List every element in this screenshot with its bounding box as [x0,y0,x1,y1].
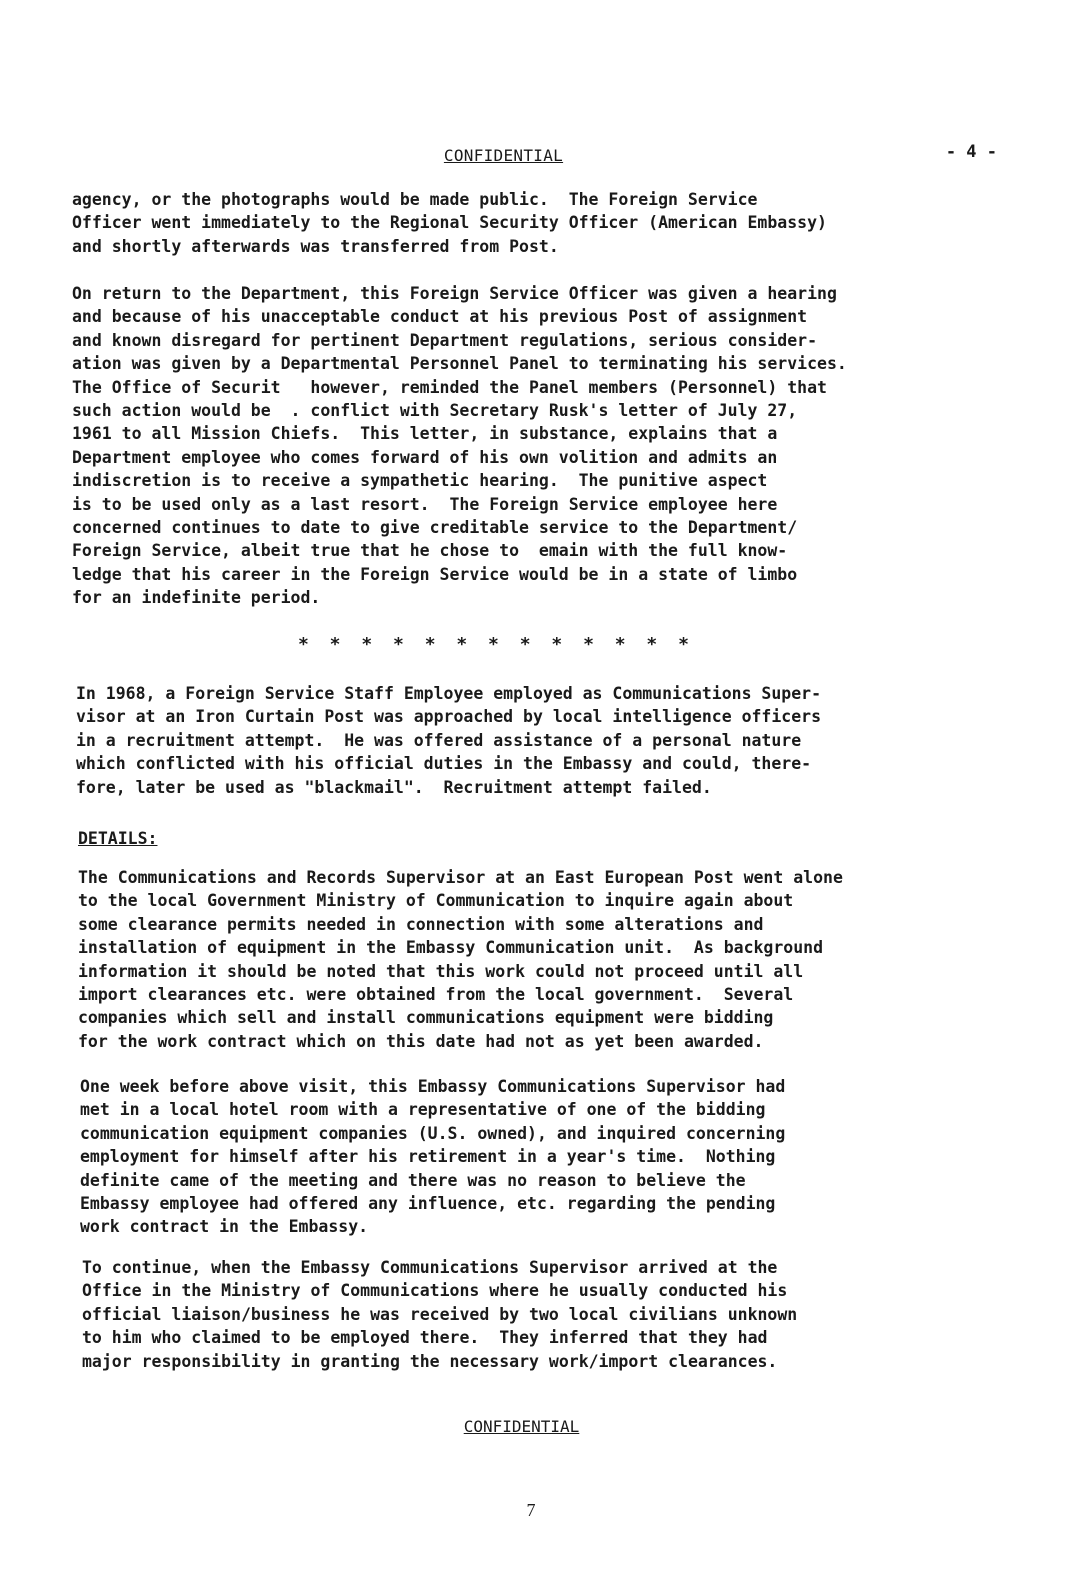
text-line: official liaison/business he was received by two local civilians unknown [82,1304,798,1324]
text-line: In 1968, a Foreign Service Staff Employee employed as Communications Super- [76,684,822,703]
text-line: ledge that his career in the Foreign Service would be in a state of limbo [72,564,798,584]
text-line: and shortly afterwards was transferred from Post. [72,236,559,256]
text-line: Foreign Service, albeit true that he chose to emain with the full know- [72,541,788,561]
text-line: agency, or the photographs would be made public. The Foreign Service [72,190,758,209]
text-line: to the local Government Ministry of Communication to inquire again about [78,891,794,911]
text-line: definite came of the meeting and there was no reason to believe the [80,1170,746,1190]
text-line: Department employee who comes forward of his own volition and admits an [72,447,778,467]
header-classification: CONFIDENTIAL [443,146,564,165]
text-line: 1961 to all Mission Chiefs. This letter, in substance, explains that a [72,424,778,444]
text-line: information it should be noted that this work could not proceed until all [78,961,804,981]
text-line: To continue, when the Embassy Communications Supervisor arrived at the [82,1258,778,1277]
footer-classification: CONFIDENTIAL [463,1417,580,1436]
text-line: employment for himself after his retirement in a year's time. Nothing [80,1147,776,1167]
text-line: some clearance permits needed in connection with some alterations and [78,914,764,934]
text-line: installation of equipment in the Embassy Communication unit. As background [78,938,824,958]
paragraph-1 [72,188,972,258]
text-line: One week before above visit, this Embassy Communications Supervisor had [80,1077,786,1096]
details-heading: DETAILS: [78,829,158,848]
section-separator: * * * * * * * * * * * * * [298,634,689,655]
text-line: work contract in the Embassy. [80,1217,369,1237]
paragraph-6 [82,1256,982,1373]
text-line: On return to the Department, this Foreign Service Officer was given a hearing [72,284,837,303]
text-line: and because of his unacceptable conduct at his previous Post of assignment [72,307,808,327]
text-line: which conflicted with his official duties in the Embassy and could, there- [76,754,812,774]
text-line: for an indefinite period. [72,588,321,608]
text-line: is to be used only as a last resort. The Foreign Service employee here [72,494,778,514]
text-line: fore, later be used as "blackmail". Recruitment attempt failed. [76,777,712,797]
page-number: 7 [526,1500,536,1520]
text-line: communication equipment companies (U.S. owned), and inquired concerning [80,1123,786,1143]
text-line: major responsibility in granting the necessary work/import clearances. [82,1351,778,1371]
page-marker: - 4 - [945,142,997,162]
text-line: Officer went immediately to the Regional Security Officer (American Embassy) [72,213,827,233]
text-line: in a recruitment attempt. He was offered assistance of a personal nature [76,730,802,750]
text-line: for the work contract which on this date had not as yet been awarded. [78,1031,764,1051]
text-line: The Office of Securit however, reminded the Panel members (Personnel) that [72,377,827,397]
text-line: such action would be . conflict with Secretary Rusk's letter of July 27, [72,401,798,421]
text-line: companies which sell and install communications equipment were bidding [78,1008,774,1028]
text-line: indiscretion is to receive a sympathetic hearing. The punitive aspect [72,471,768,491]
paragraph-4 [78,866,978,1053]
text-line: concerned continues to date to give creditable service to the Department/ [72,518,798,538]
text-line: and known disregard for pertinent Department regulations, serious consider- [72,330,818,350]
paragraph-5 [80,1075,980,1239]
paragraph-2 [72,282,972,610]
text-line: The Communications and Records Supervisor at an East European Post went alone [78,868,843,887]
text-line: ation was given by a Departmental Personnel Panel to terminating his services. [72,354,847,374]
text-line: to him who claimed to be employed there. They inferred that they had [82,1328,768,1348]
text-line: Office in the Ministry of Communications where he usually conducted his [82,1281,788,1301]
text-line: import clearances etc. were obtained from the local government. Several [78,985,794,1005]
text-line: visor at an Iron Curtain Post was approached by local intelligence officers [76,707,822,727]
text-line: met in a local hotel room with a representative of one of the bidding [80,1100,766,1120]
text-line: Embassy employee had offered any influence, etc. regarding the pending [80,1194,776,1214]
paragraph-3 [76,682,976,799]
